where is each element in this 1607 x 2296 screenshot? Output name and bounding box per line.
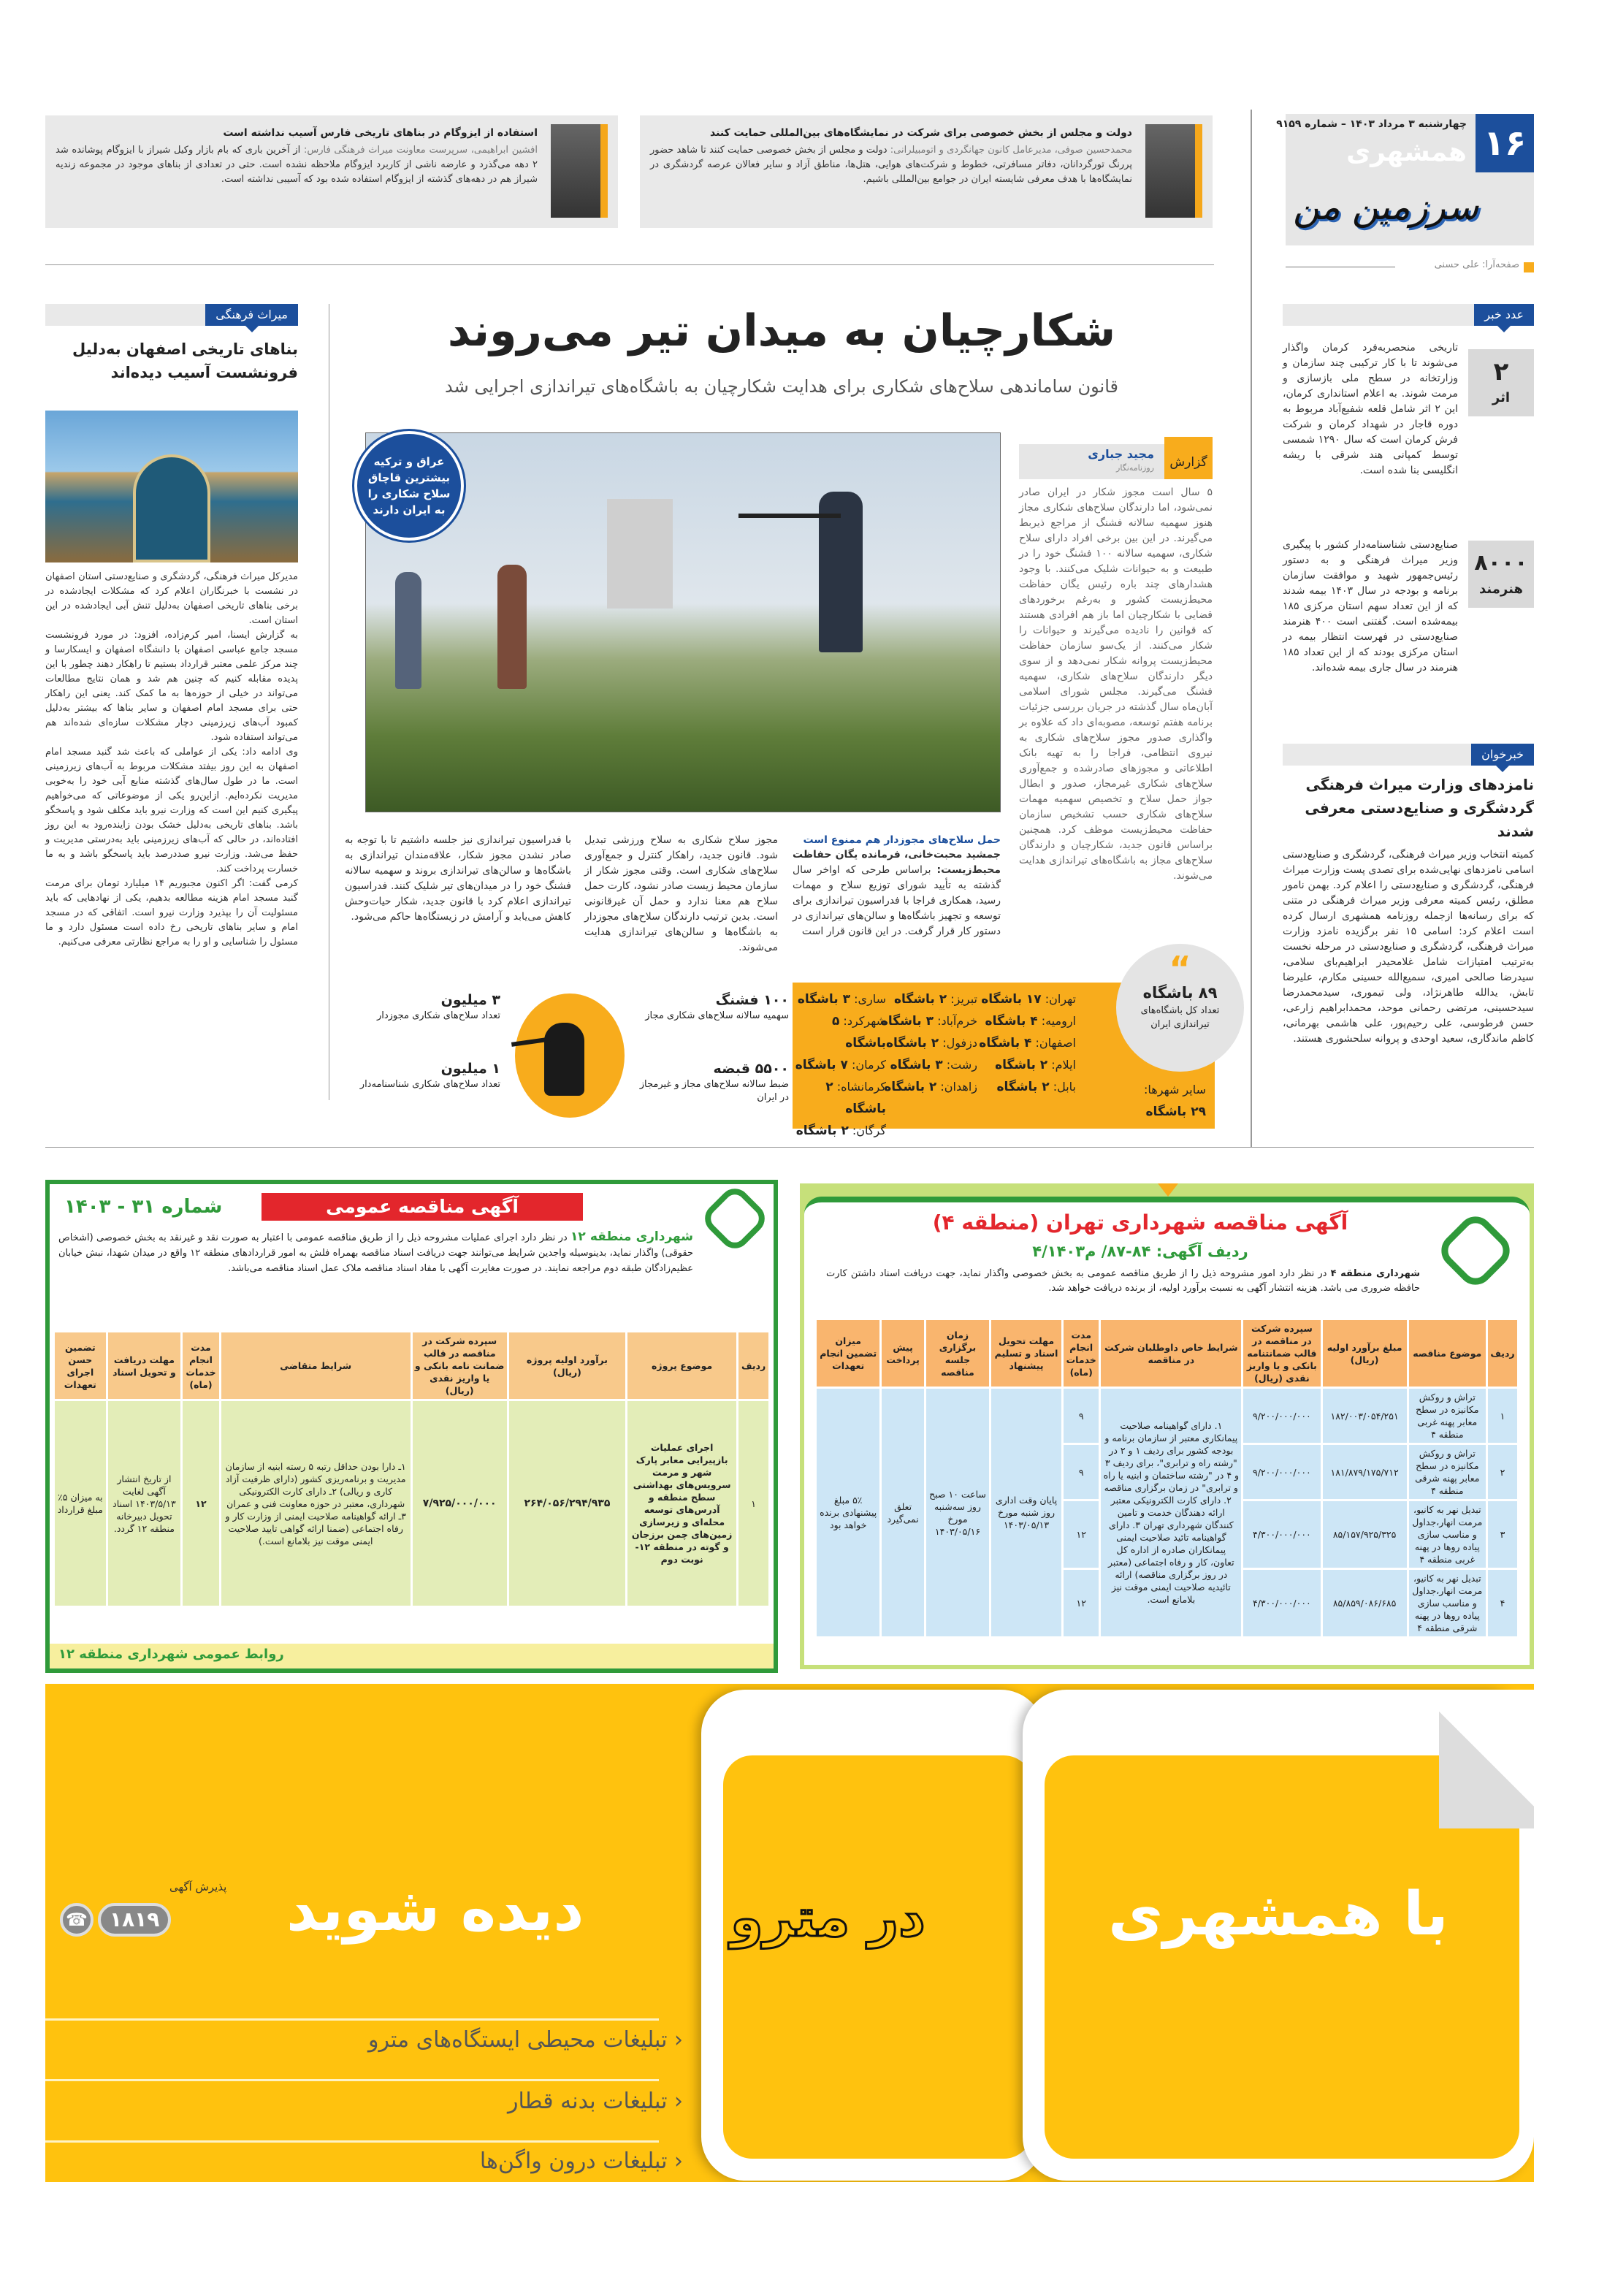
news-brief-title: نامزدهای وزارت میراث فرهنگی گردشگری و صنایع‌دستی معرفی شدند [1305, 776, 1534, 840]
quote-box-isogam [45, 115, 618, 228]
heritage-body [45, 570, 298, 950]
city-item [979, 1032, 1076, 1054]
text-cell: ۱۲ [1064, 1570, 1099, 1636]
phone-digits: ۱۸۱۹ [98, 1903, 171, 1937]
chevron-icon: ‹ [667, 2148, 683, 2174]
city-item [881, 1076, 977, 1098]
quote-content [650, 126, 1132, 187]
stat-value: ۱۰۰ فشنگ [715, 992, 789, 1008]
trap-house-shape [607, 499, 673, 609]
text-cell: ۱ [1488, 1389, 1517, 1443]
designer-label: صفحه‌آرا: علی حسنی [1434, 259, 1519, 270]
section-header-heritage [45, 304, 298, 326]
person-silhouette [497, 565, 527, 689]
main-headline: شکارچیان به میدان تیر می‌روند [447, 305, 1116, 356]
text-cell: ۹/۲۰۰/۰۰۰/۰۰۰ [1243, 1445, 1320, 1499]
subheading: حمل سلاح‌های مجوزدار هم ممنوع است [803, 834, 1001, 846]
other-cities-label: سایر شهرها: [1144, 1083, 1206, 1096]
chevron-icon: ‹ [667, 2027, 683, 2053]
text-cell: ۵٪ مبلغ پیشنهادی برنده خواهد بود [817, 1389, 879, 1636]
service-label: تبلیغات درون واگن‌ها [479, 2148, 668, 2174]
divider [45, 2018, 659, 2021]
table-row [55, 1401, 768, 1606]
number-box [1468, 349, 1534, 416]
footer-text: روابط عمومی شهرداری منطقه ۱۲ [58, 1647, 284, 1662]
quote-content [56, 126, 538, 187]
ad-ref: ردیف آگهی: ۸۴-۸۷/ م۴/۱۴۰۳ [1032, 1243, 1248, 1260]
ad-card [804, 1197, 1530, 1665]
text-cell: ۱۲ [183, 1401, 219, 1606]
text-cell: مهلت دریافت و تحویل اسناد [108, 1332, 180, 1399]
phone-label: پذیرش آگهی [169, 1880, 227, 1893]
quote-person: محمدحسین صوفی، مدیرعامل کانون جهانگردی و اتومبیلرانی: [887, 145, 1132, 156]
column-text [793, 847, 1001, 939]
city-item [881, 1032, 977, 1054]
text-cell: تراش و روکش مکانیزه در سطح معابر پهنه شرقی منطقه ۴ [1409, 1445, 1486, 1499]
paragraph: به گزارش ایسنا، امیر کرم‌زاده، افزود: در مورد فرونشست مسجد جامع عباسی اصفهان با دانشگاه اصفهان و ایسکارسا و چند مرکز علمی معتبر قرارداد بستیم تا راهکار دهند چطور با این پدیده مقابله کنیم که چنین هم شد و همان نتایج مطالعات می‌تواند در خیلی از حوزه‌ها به ما کمک کند. یعنی این راهکار حتی برای مسجد امام اصفهان و سایر بناها که بیشتر به‌دلیل کمبود آب‌های زیرزمینی دچار مشکلات سازه‌ای شده‌اند هم می‌تواند استفاده شود. [45, 630, 298, 743]
column-3: مجوز سلاح شکاری به سلاح ورزشی تبدیل شود. قانون جدید، راهکار کنترل و جمع‌آوری سلاح‌های شکاری است. وقتی مجوز شکار از سازمان محیط زیست صادر نشود، کارت حمل سلاح هم معنا ندارد و حمل آن غیرقانونی است. بدین ترتیب دارندگان سلاح‌های مجوزدار به باشگاه‌ها و سالن‌های تیراندازی هدایت می‌شوند. [584, 834, 778, 953]
person-photo [551, 124, 608, 218]
municipality-logo [699, 1183, 771, 1255]
metro-advertisement [45, 1684, 1534, 2182]
text-cell: سپرده شرکت در مناقصه در قالب ضمانتنامه بانکی و یا واریز نقدی (ریال) [1243, 1320, 1320, 1387]
paper-name-watermark: همشهری [1346, 137, 1467, 167]
column-2 [793, 833, 1001, 939]
service-label: تبلیغات بدنه قطار [508, 2089, 668, 2114]
ad-intro [826, 1267, 1420, 1296]
report-label: گزارش [1164, 437, 1213, 479]
arch-shape [133, 454, 210, 562]
text-cell: ردیف [1488, 1320, 1517, 1387]
text-cell: ۱ [738, 1401, 768, 1606]
text-cell: پیش پرداخت [882, 1320, 923, 1387]
shotgun-shape [738, 514, 841, 518]
text-cell: موضوع پروژه [627, 1332, 736, 1399]
quote-body [650, 143, 1132, 187]
text-cell: ۹ [1064, 1445, 1099, 1499]
text-cell: میزان تضمین انجام تعهدات [817, 1320, 879, 1387]
text-cell: شرایط خاص داوطلبان شرکت در مناقصه [1101, 1320, 1241, 1387]
column-divider [1251, 110, 1252, 1147]
stat-value: ۵۵۰۰ قبضه [713, 1061, 789, 1077]
text-cell: ۴/۳۰۰/۰۰۰/۰۰۰ [1243, 1501, 1320, 1568]
stat-item [351, 991, 500, 1023]
section-header-news-brief [1283, 744, 1534, 766]
other-cities-count: ۲۹ باشگاه [1145, 1105, 1206, 1119]
city-item [881, 1054, 977, 1076]
author-name: مجید جباری [1088, 447, 1154, 461]
brand-text: با همشهری [1108, 1880, 1448, 1949]
text-cell: ۲ [1488, 1445, 1517, 1499]
badge-text: عراق و ترکیه بیشترین قاچاق سلاح شکاری را به ایران دارند [367, 455, 451, 516]
quote-bubble [1116, 944, 1244, 1072]
table-row [817, 1389, 1517, 1443]
quote-text: دولت و مجلس از بخش خصوصی حمایت کنند تا شاهد حضور پررنگ تورگردانان، دفاتر مسافرتی، خطوط و شرکت‌های هوایی، هتل‌ها، مناطق آزاد و سایر فعالان عرصه گردشگری در نمایشگاه‌ها با هدف معرفی شایسته ایران در جوامع بین‌المللی باشیم. [650, 145, 1132, 185]
divider [45, 2140, 659, 2143]
text-cell: مهلت تحویل اسناد و تسلیم پیشنهاد [991, 1320, 1061, 1387]
text-cell: ۲ باشگاه [795, 1124, 849, 1138]
triangle-marker [1158, 1183, 1178, 1197]
text-cell: ۹ [1064, 1389, 1099, 1443]
number-value: ۸۰۰۰ [1474, 550, 1528, 576]
text-cell: تبدیل نهر به کانیو، مرمت انهار،جداول و مناسب سازی پیاده روها در پهنه غربی منطقه ۴ [1409, 1501, 1486, 1568]
stat-caption: ضبط سالانه سلاح‌های مجاز و غیرمجاز در ایران [639, 1079, 789, 1103]
org-name: شهرداری منطقه ۱۲ [570, 1229, 693, 1244]
stat-value: ۳ میلیون [440, 992, 500, 1008]
main-subtitle: قانون ساماندهی سلاح‌های شکاری برای هدایت شکارچیان به باشگاه‌های تیراندازی اجرایی شد [445, 376, 1118, 397]
city-item [793, 1076, 886, 1120]
hunting-infographic [351, 986, 789, 1125]
paragraph: مدیرکل میراث فرهنگی، گردشگری و صنایع‌دستی استان اصفهان در نشست با خبرنگاران اعلام کرد که مشکلات ایجادشده در برخی بناهای تاریخی اصفهان به‌دلیل تنش آبی ایجادشده در این استان است. [45, 571, 298, 626]
designer-credit [1286, 259, 1534, 274]
person-silhouette [395, 572, 421, 689]
text-cell: ۱ـ دارا بودن حداقل رتبه ۵ رسته ابنیه از سازمان مدیریت و برنامه‌ریزی کشور (دارای ظرفیت آزاد کاری و ریالی) ۲ـ دارای کارت الکترونیکی شهرداری، معتبر در حوزه معاونت فنی و عمران ۳ـ ارائه گواهینامه صلاحیت ایمنی از وزارت کار و رفاه اجتماعی (ضمنا ارائه گواهی تایید صلاحیت ایمنی موقت نیز بلامانع است.) [221, 1401, 411, 1606]
text-cell: کرمان: [847, 1058, 886, 1072]
text-cell: ارومیه: [1037, 1014, 1076, 1028]
other-cities [1144, 1079, 1206, 1123]
text-cell: ۸۵/۸۵۹/۰۸۶/۶۸۵ [1323, 1570, 1407, 1636]
text-cell: خرم‌آباد: [934, 1014, 977, 1028]
text-cell: شرایط متقاضی [221, 1332, 411, 1399]
city-item [793, 1120, 886, 1142]
stat-caption: تعداد سلاح‌های شکاری شناسنامه‌دار [359, 1079, 500, 1090]
orange-marker [1524, 262, 1534, 272]
stat-item [639, 991, 789, 1023]
number-box [1468, 541, 1534, 608]
stat-item [639, 1059, 789, 1105]
text-cell: ۱۲ [1064, 1501, 1099, 1568]
text-cell: مدت انجام خدمات (ماه) [183, 1332, 219, 1399]
tender-ad-region-4 [800, 1183, 1534, 1669]
text-cell: برآورد اولیه پروژه (ریال) [509, 1332, 625, 1399]
intro-text: در نظر دارد امور مشروحه ذیل را از طریق مناقصه عمومی به بخش خصوصی واگذار نماید، جهت دریافت اسناد داشتن کارت حافظه ضروری می باشد. هزینه انتشار آگهی به نسبت برآورد اولیه، از برنده دریافت خواهد شد. [826, 1268, 1420, 1294]
text-cell: شهرکرد: [839, 1014, 886, 1028]
text-cell: زمان برگزاری جلسه مناقصه [926, 1320, 989, 1387]
text-cell: ۲ باشگاه [886, 1036, 939, 1050]
text-cell: تضمین حسن اجرای تعهدات [55, 1332, 106, 1399]
text-cell: ۱۸۲/۰۰۳/۰۵۴/۲۵۱ [1323, 1389, 1407, 1443]
text-cell: ۲ باشگاه [894, 992, 947, 1007]
section-logo: سرزمین من [1293, 186, 1479, 228]
paragraph: وی ادامه داد: یکی از عواملی که باعث شد گنبد مسجد امام اصفهان به این روز بیفتد مشکلات مربوط به آب‌های زیرزمینی است. ما در طول سال‌های گذشته منابع آبی خود را به‌خوبی مدیریت نکرده‌ایم. ازاین‌رو یکی از موضوعاتی که می‌خواهیم پیگیری کنیم این است که وزارت نیرو باید مکلف شود و پاسخگو باشد. بناهای تاریخی به‌دلیل خشک بودن زاینده‌رود به این روز افتاده‌اند، در حالی که آب‌های زیرزمینی باید به‌درستی مدیریت و حفظ می‌شد. وزارت نیرو صددرصد باید پاسخگو باشد و به ما خسارت پرداخت کند. [45, 747, 298, 874]
hunter-icon [544, 1023, 584, 1096]
mosque-photo [45, 411, 298, 562]
text-cell: تبریز: [947, 992, 977, 1006]
quote-text: از آخرین باری که بام بازار وکیل شیراز با ایزوگام پوشانده شد ۲ دهه می‌گذرد و عارضه ناشی از کاربرد ایزوگام ملاحظه نشده است. حتی در تعدادی از بناهای موجود در مجموعه زندیه شیراز هم در دهه‌های گذشته از ایزوگام استفاده شده بود که آسیبی نداشته است. [56, 145, 538, 185]
text-cell: رشت: [942, 1058, 977, 1072]
issue-date: چهارشنبه ۳ مرداد ۱۴۰۳ – شماره ۹۱۵۹ [1276, 118, 1467, 130]
text-cell: ۲ باشگاه [996, 1080, 1050, 1094]
text-cell: ساری: [850, 992, 886, 1006]
text-cell: دزفول: [939, 1036, 977, 1050]
text-cell: ۹/۲۰۰/۰۰۰/۰۰۰ [1243, 1389, 1320, 1443]
service-item [508, 2089, 683, 2114]
number-text: صنایع‌دستی شناسنامه‌دار کشور با پیگیری وزیر میراث فرهنگی و به دستور رئیس‌جمهور شهید و موافقت سازمان برنامه و بودجه در سال ۱۴۰۳ بیمه شدند که از این تعداد سهم استان مرکزی ۱۸۵ بیمه‌شده است. گفتنی است ۴۰۰ هنرمند صنایع‌دستی در فهرست انتظار بیمه در استان مرکزی بودند که از این تعداد ۱۸۵ هنرمند در سال جاری بیمه شده‌اند. [1283, 539, 1458, 674]
card-inner [723, 1755, 1033, 2159]
city-item [881, 988, 977, 1010]
column-body: براساس طرحی که اواخر سال گذشته به تأیید شورای توزیع سلاح و مهمات رسید، همکاری فراجا با فدراسیون تیراندازی برای توسعه و تجهیز باشگاه‌ها و سالن‌های تیراندازی در دستور کار قرار گرفت. در این قانون قرار است [793, 864, 1001, 937]
text-cell: تعلق نمی‌گیرد [882, 1389, 923, 1636]
text-cell: ۳ باشگاه [797, 992, 850, 1007]
ad-card-metro [701, 1690, 1045, 2181]
page-number: ۱۶ [1476, 114, 1534, 172]
tender-ad-region-12 [45, 1180, 778, 1673]
text-cell: ساعت ۱۰ صبح روز سه‌شنبه مورخ ۱۴۰۳/۰۵/۱۶ [926, 1389, 989, 1636]
text-cell: ۴ باشگاه [979, 1036, 1032, 1050]
stat-item [351, 1059, 500, 1091]
be-seen-text: دیده شوید [286, 1875, 584, 1945]
text-cell: بابل: [1049, 1080, 1076, 1094]
text-cell: ۵ باشگاه [831, 1014, 886, 1050]
column-4: با فدراسیون تیراندازی نیز جلسه داشتیم تا با توجه به صادر نشدن مجوز شکار، علاقه‌مندان تیراندازی به باشگاه‌ها و سالن‌های تیراندازی بروند و سهمیه سالانه فشنگ خود را در میدان‌های تیر شلیک کنند. فدراسیون تیراندازی اعلام کرد با قانون جدید، شکار حیات‌وحش کاهش می‌یابد و آرامش در زیستگاه‌ها حاکم می‌شود. [345, 834, 571, 923]
quote-person: افشین ابراهیمی، سرپرست معاونت میراث فرهنگی فارس: [300, 145, 538, 156]
text-cell: ۴/۳۰۰/۰۰۰/۰۰۰ [1243, 1570, 1320, 1636]
city-item [979, 1010, 1076, 1032]
text-cell: به میزان ۵٪ مبلغ قرارداد [55, 1401, 106, 1606]
phone-number [60, 1903, 171, 1937]
text-cell: تراش و روکش مکانیزه در سطح معابر پهنه غربی منطقه ۴ [1409, 1389, 1486, 1443]
service-label: تبلیغات محیطی ایستگاه‌های مترو [367, 2027, 668, 2053]
text-cell: پایان وقت اداری روز شنبه مورخ ۱۴۰۳/۰۵/۱۳ [991, 1389, 1061, 1636]
stat-caption: تعداد سلاح‌های شکاری مجوزدار [376, 1010, 500, 1021]
stat-caption: سهمیه سالانه سلاح‌های شکاری مجاز [645, 1010, 789, 1021]
text-cell: تهران: [1041, 992, 1076, 1006]
ad-title: آگهی مناقصه شهرداری تهران (منطقه ۴) [932, 1210, 1348, 1235]
city-item [793, 988, 886, 1010]
text-cell: گرگان: [848, 1124, 886, 1137]
in-metro-text: در مترو [730, 1887, 925, 1948]
text-cell: کرمانشاه: [833, 1080, 886, 1094]
phone-icon: ☎ [60, 1903, 93, 1937]
city-item [793, 1054, 886, 1076]
text-cell: ۷ باشگاه [795, 1058, 848, 1072]
text-cell: تبدیل نهر به کانیو، مرمت انهار،جداول و مناسب سازی پیاده روها در پهنه شرقی منطقه ۴ [1409, 1570, 1486, 1636]
section-tag: خبرخوان [1471, 744, 1534, 766]
person-photo [1145, 124, 1202, 218]
quote-box-tourism [640, 115, 1213, 228]
news-brief-body: کمیته انتخاب وزیر میراث فرهنگی، گردشگری و صنایع‌دستی اسامی نامزدهای نهایی‌شده برای تصدی پست وزارت میراث فرهنگی، گردشگری و صنایع‌دستی را اعلام کرد. بهمن نامور مطلق، رئیس کمیته معرفی وزیر میراث فرهنگی در متنی که برای رسانه‌ها ازجمله روزنامه همشهری ارسال کرده است اعلام کرد: اسامی ۱۵ نفر برگزیده نامزد وزارت میراث فرهنگی، گردشگری و صنایع‌دستی در مرحله نخست به‌ترتیب امتیازات شامل غلامحیدر ابراهیم‌بای سلامی، سیدرضا صالحی امیری، سمیع‌الله حسینی مکارم، علیرضا تابش، یدالله طاهرنژاد، ولی تیموری، سیدمحمدرضا سیدحسینی، مرتضی رحمانی موحد، محمدابراهیم زارعی، حسن فرطوسی، علی رحیم‌پور، علی هاشمی بهرمانی، کاظم ماندگاری، سعید اوحدی و پروانه سلحشوری هستند. [1283, 849, 1534, 1045]
city-item [793, 1010, 886, 1054]
text-cell: ۱. دارای گواهینامه صلاحیت پیمانکاری معتبر از سازمان برنامه و بودجه کشور برای ردیف ۱ و ۲ در "رشته راه و ترابری"، برای ردیف ۳ و ۴ در "رشته ساختمان و ابنیه یا راه و ترابری" در زمان برگزاری مناقصه ۲. دارای کارت الکترونیکی معتبر ارائه دهندگان خدمت و تامین کنندگان شهرداری تهران ۳. دارای گواهینامه تائید صلاحیت ایمنی پیمانکاران صادره از اداره کل تعاون، کار و رفاه اجتماعی (معتبر در روز برگزاری مناقصه) ارائه تائیدیه صلاحیت ایمنی موقت نیز بلامانع است. [1101, 1389, 1241, 1636]
text-cell: ۲ باشگاه [884, 1080, 937, 1094]
report-body: ۵ سال است مجوز شکار در ایران صادر نمی‌شود، اما دارندگان سلاح‌های شکاری مجاز هنوز سهمیه سالانه فشنگ از مراجع ذیربط می‌گیرند. در این بین برخی افراد دارای سلاح شکاری، سهمیه سالانه ۱۰۰ فشنگ خود را در طبیعت و به حیوانات شلیک می‌کنند. با وجود هشدارهای چند باره رئیس یگان حفاظت محیط‌زیست کشور و به‌رغم برخوردهای قضایی با شکارچیان اما باز هم افرادی هستند که قوانین را نادیده می‌گیرند و حیوانات را شکار می‌کنند. از یک‌سو سازمان حفاظت محیط‌زیست پروانه شکار نمی‌دهد و از سوی دیگر دارندگان سلاح‌های شکاری، سهمیه فشنگ می‌گیرند. مجلس شورای اسلامی آبان‌ماه سال گذشته در جریان بررسی جزئیات برنامه هفتم توسعه، مصوبه‌ای داد که علاوه بر واگذاری صدور مجوز سلاح‌های شکاری به نیروی انتظامی، فراجا را به تهیه بانک اطلاعاتی و مجوزهای صادرشده و جمع‌آوری سلاح‌های شکاری غیرمجاز، صدور و ابطال جواز حمل سلاح و تخصیص سهمیه مهمات سلاح‌های شکاری حسب تشخیص سازمان حفاظت محیط‌زیست موظف کرد. همچنین براساس قانون جدید، شکارچیان و دارندگان سلاح‌های مجاز به باشگاه‌های تیراندازی هدایت می‌شوند. [1019, 487, 1213, 882]
author-role: روزنامه‌نگار [1116, 463, 1154, 473]
text-cell: موضوع مناقصه [1409, 1320, 1486, 1387]
city-item [979, 988, 1076, 1010]
ad-number: شماره ۳۱ - ۱۴۰۳ [64, 1196, 223, 1218]
quote-lead: جمشید محبت‌خانی، فرمانده یگان حفاظت محیط‌زیست: [793, 849, 1001, 876]
city-item [979, 1054, 1076, 1076]
city-column [881, 988, 977, 1098]
text-cell: مبلغ برآورد اولیه (ریال) [1323, 1320, 1407, 1387]
text-cell: ۱۷ باشگاه [981, 992, 1042, 1007]
text-cell: ۱۸۱/۸۷۹/۱۷۵/۷۱۲ [1323, 1445, 1407, 1499]
text-cell: ۴ باشگاه [985, 1014, 1038, 1029]
text-cell: ۳ [1488, 1501, 1517, 1568]
text-cell: اجرای عملیات بازپیرایی معابر پارک شهر و مرمت سرویس‌های بهداشتی سطح منطقه و آدرس‌های توسعه محله‌ای و زیرسازی زمین‌های چمن برزجان و گوته در منطقه ۱۲- نوبت دوم [627, 1401, 736, 1606]
municipality-logo [1434, 1209, 1516, 1292]
table-header-row [55, 1332, 768, 1399]
hunter-circle [515, 993, 625, 1118]
city-item [979, 1076, 1076, 1098]
text-cell: ۳ باشگاه [880, 1014, 934, 1029]
text-cell: زاهدان: [936, 1080, 977, 1094]
city-item [881, 1010, 977, 1032]
chevron-icon: ‹ [667, 2089, 683, 2114]
section-tag: میراث فرهنگی [205, 304, 298, 326]
text-cell: ۲ باشگاه [825, 1080, 886, 1116]
text-cell: ۸۵/۱۵۷/۹۲۵/۳۲۵ [1323, 1501, 1407, 1568]
intro-text: در نظر دارد اجرای عملیات مشروحه ذیل را از طریق مناقصه عمومی با اعتبار به صورت نقد و غیرنقد به بخش خصوصی (اشخاص حقوقی) واگذار نماید، بدینوسیله واجدین شرایط می‌توانند جهت دریافت اسناد مناقصه بهمراه فلش به امور قراردادهای منطقه ۱۲ واقع در میدان شهدا، نبش خیابان عظیم‌زادگان طبقه دوم مراجعه نمایند. در صورت مغایرت آگهی با مفاد اسناد مناقصه ملاک عمل اسناد مناقصه می‌باشد. [58, 1232, 693, 1274]
text-cell: سپرده شرکت در مناقصه در قالب ضمانت نامه بانکی و یا واریز نقدی (ریال) [413, 1332, 507, 1399]
text-cell: ردیف [738, 1332, 768, 1399]
number-unit: هنرمند [1479, 581, 1523, 597]
divider [45, 2079, 659, 2081]
ad-intro [58, 1229, 693, 1276]
number-unit: اثر [1492, 390, 1511, 405]
quote-title: دولت و مجلس از بخش خصوصی برای شرکت در نمایشگاه‌های بین‌المللی حمایت کنند [710, 127, 1132, 139]
text-cell: ۲ باشگاه [995, 1058, 1048, 1072]
city-column [793, 988, 886, 1142]
page-curl-icon [1439, 1690, 1534, 1828]
ad-title: آگهی مناقصه عمومی [262, 1193, 583, 1221]
stat-value: ۱ میلیون [440, 1061, 500, 1077]
section-tag: عدد خبر [1474, 304, 1534, 326]
masthead [1276, 114, 1534, 245]
divider [45, 264, 1214, 265]
table-header-row [817, 1320, 1517, 1387]
ad-table [814, 1318, 1519, 1639]
org-name: شهرداری منطقه ۴ [1330, 1268, 1420, 1279]
text-cell: اصفهان: [1031, 1036, 1076, 1050]
text-cell: ۴ [1488, 1570, 1517, 1636]
heritage-title: بناهای تاریخی اصفهان به‌دلیل فرونشست آسیب دیده‌اند [72, 340, 298, 381]
city-column [979, 988, 1076, 1098]
text-cell: ۳ باشگاه [890, 1058, 943, 1072]
quote-title: استفاده از ایزوگام در بناهای تاریخی فارس آسیب نداشته است [223, 127, 538, 139]
byline [1019, 444, 1213, 479]
quote-mark-icon: “ [1169, 949, 1191, 988]
ad-footer [50, 1644, 774, 1668]
total-clubs-caption: تعداد کل باشگاه‌های تیراندازی ایران [1140, 1005, 1220, 1030]
service-item [368, 2027, 683, 2053]
text-cell: ۲۶۴/۰۵۶/۲۹۴/۹۳۵ [509, 1401, 625, 1606]
ad-card-brand [1023, 1690, 1534, 2181]
text-cell: از تاریخ انتشار آگهی لغایت ۱۴۰۳/۵/۱۳ اسناد تحویل دبیرخانه منطقه ۱۲ گردد. [108, 1401, 180, 1606]
section-header-numbers [1283, 304, 1534, 326]
text-cell: مدت انجام خدمات (ماه) [1064, 1320, 1099, 1387]
text-cell: ایلام: [1047, 1058, 1076, 1072]
text-cell: ۷/۹۲۵/۰۰۰/۰۰۰ [413, 1401, 507, 1606]
ad-table [53, 1330, 771, 1608]
paragraph: کرمی گفت: اگر اکنون مجبوریم ۱۴ میلیارد تومان برای مرمت گنبد مسجد امام هزینه مطالعه بدهیم، یکی از نهادهایی که باید مسئولیت آن را بپذیرد وزارت نیرو است. اتفاقی که در مسجد امام و سایر بناهای تاریخی رخ داده است مسئول دارد و ما مسئول را شناسایی و او را به مراجع نظارتی معرفی می‌کنیم. [45, 878, 299, 947]
number-value: ۲ [1493, 357, 1509, 386]
badge-smuggling [354, 431, 464, 541]
total-clubs: ۸۹ باشگاه [1142, 984, 1218, 1002]
quote-body [56, 143, 538, 187]
service-item [480, 2148, 683, 2174]
divider [45, 1147, 1534, 1148]
number-text: تاریخی منحصربه‌فرد کرمان واگذار می‌شوند تا با کار ترکیبی چند سازمان و وزارتخانه در سطح ملی بازسازی و مرمت شوند. به اعلام استانداری کرمان، این ۲ اثر شامل قلعه شفیع‌آباد مربوط به دوره قاجار در شهداد کرمان و شرکت فرش کرمان است که سال ۱۲۹۰ شمسی توسط کمپانی هند شرقی با ریشه انگلیسی بنا شده است. [1283, 342, 1459, 476]
